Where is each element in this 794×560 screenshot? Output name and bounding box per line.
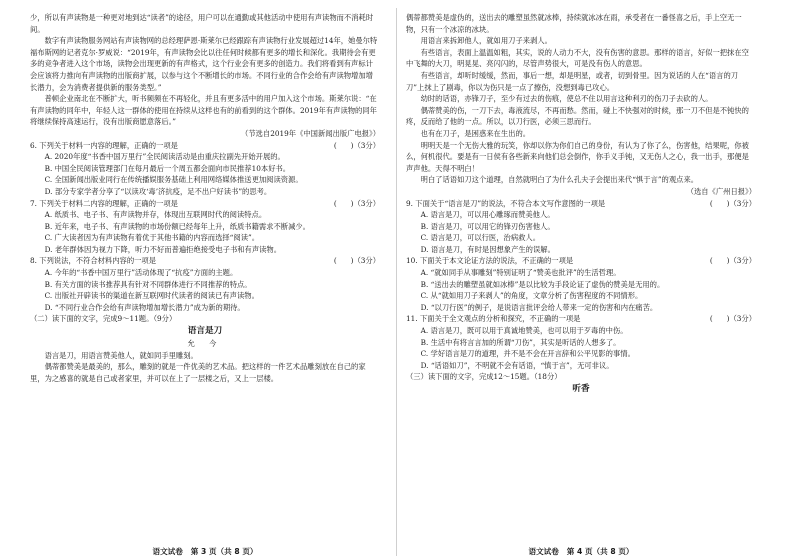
option-d: D. 部分专家学者分享了“以读攻‘毒’济抗疫，足不出户好读书”的思考。 [44,186,272,196]
option-a: A. 语言是刀，既可以用于真诚地赞美，也可以用于歹毒的中伤。 [420,326,628,336]
essay-author: 允 今 [187,339,223,349]
section-heading: （二）读下面的文字，完成9～11题。（9分） [30,314,177,324]
text-paragraph: 也有在刀子，是困惑来在生出的。 [420,128,531,138]
option-c: C. 出版社开辟读书的渠道在新互联网时代读者的阅读已有声读物。 [44,291,259,301]
option-b: B. 生活中有将言言加的所谓“刀伤”，其实是听话的人想多了。 [420,337,621,347]
option-a: A. 今年的“书香中国万里行”活动体现了“抗疫”方面的主题。 [44,268,238,278]
option-b: B. 语言是刀，可以用它的锋刃伤害他人。 [420,221,555,231]
option-a: A. 纸质书、电子书、有声读物并存，体现出互联网时代的阅读特点。 [44,210,267,220]
option-d: D. 老年群体因为视力下降，听力不好而普遍拒绝接受电子书和有声读物。 [44,244,282,254]
section-heading: （三）读下面的文字，完成12～15题。（18分） [406,372,562,382]
option-b: B. 有关方面的读书推荐具有针对不同群体进行不同推荐的特点。 [44,279,252,289]
text-paragraph: 偶蒂赞美的伤，一刀下去，毒液流尽，不再而愁。然而，碰上不快强对的时候，那一刀不但是不钝快的疼，反而给了他的一点。所以，以刀行医，必须三思而行。 [406,105,749,127]
question-stem: 10. 下面关于本文论证方法的说法，不正确的一项是 [406,256,574,266]
footer-subject: 语文试卷 [152,547,183,556]
answer-blank[interactable]: ( )（3分） [333,256,380,266]
page-footer [406,546,756,557]
option-b: B. 中国全民阅读管理部门在每月最后一个周五都会面向市民推荐10本好书。 [44,163,291,173]
question-7 [30,198,380,256]
footer-page-number: 第 4 页（共 8 页） [566,547,634,556]
answer-blank[interactable]: ( )（3分） [709,314,756,324]
option-c: C. 学好语言是刀的道理，并不是不会在开言辞和公平见影的事情。 [420,349,635,359]
source-citation: （节选自2019年《中国新闻出版广电报》） [241,128,380,138]
question-8 [30,255,380,313]
essay-title: 语言是刀 [187,326,223,337]
option-a: A. 语言是刀，可以用心雕琢而赞美他人。 [420,210,555,220]
material-text [30,12,380,128]
text-paragraph: 有些语言，却听时缓缓，然而，事后一想，却是明星，或者，切到骨里。因为说话的人在“语言的刀刀”上抹上了剧毒，你以为伤只是一点了擦伤，没想到毒已攻心。 [406,70,739,92]
option-d: D. “以刀行医”的例子，是说语言批评会给人带来一定的伤害和内在痛苦。 [420,302,658,312]
answer-blank[interactable]: ( )（3分） [333,140,380,150]
left-page [30,12,380,557]
option-d: D. “话语如刀”，不明就不会有话语，“慎于言”，无可非议。 [420,360,614,370]
text-paragraph: 有些语言，表面上温温如粗，其实，说的人动力不大，没有伤害的意思。那样的语言，好似一把抹在空中飞舞的大刀，明晃晃、亮闪闪的，尽管声势很大，可是没有伤人的意思。 [406,47,749,69]
footer-subject: 语文试卷 [528,547,559,556]
option-d: D. “不同行业合作会给有声读物增加增长潜力”成为新的期待。 [44,302,245,312]
question-stem: 7. 下列关于材料二内容的理解，正确的一项是 [30,198,178,208]
answer-blank[interactable]: ( )（3分） [709,198,756,208]
essay-paragraph: 偶蒂都赞美是最美的，那么，雕刻的就是一件优美的艺术品。把这样的一件艺术品雕刻放在自己的家里，为之感喜的就是自己或者家里，并可以在上了一层楼之后，又上一层楼。 [30,362,366,383]
answer-blank[interactable]: ( )（3分） [709,256,756,266]
question-9 [406,198,756,256]
option-b: B. 近年来，电子书、有声读物的市场份额已经每年上升，纸质书籍需求不断减少。 [44,221,310,231]
next-essay-title: 听香 [572,384,590,394]
text-paragraph: 幼时的话语，亦锋刀子，至少有过去的伤痕，使总不住以用言这种利刃的伤刀子去砍的人。 [420,94,713,104]
text-paragraph: 少，所以有声读物是一种更对地到达“读者”的途径，用户可以在通勤或其他活动中使用有声读物而不消耗时间。 [30,13,374,34]
source-citation: （选自《广州日报》） [686,186,756,196]
footer-page-number: 第 3 页（共 8 页） [190,547,258,556]
answer-blank[interactable]: ( )（3分） [333,198,380,208]
text-paragraph: 明明天是一个无伤大雅的玩笑，你却以你为你们自己的身份，有认为了你了么，伤害他，结果呢，你被么，何机很代。要是有一日侯有各些新来向他们总会倒作，你手义手钝，又无伤人之心，我一出手，那便是声声他。天得不明白！ [406,140,749,173]
text-paragraph: 用语言来拆卸他人，就如用刀子来剥人。 [420,36,552,46]
option-c: C. 全国新闻出版业同行在传统播娱服务基础上利用网络媒体推送更加阅读资源。 [44,175,303,185]
page-divider [396,8,397,556]
text-paragraph: 数字有声读物服务网站有声读物网的总经理萨恩·斯莱尔已经跟踪有声读物行业发展超过14年，她曼尔特福布斯网的记者克尔·罗威说：“2019年，有声读物会比以往任何时候都有更多的增长和深化。我期待会有更多的竞争者进入这个市场，读物会出现更新的有声格式，这个行业会有更多的创造力。我们将看到有声标计会应该将力推向有声读物的出版商扩展，以参与这个不断增长的市场。不同行业的合作会给有声读物增加增长潜力，会为消费者提供新的服务类型。” [30,36,378,92]
question-stem: 11. 下面关于全文观点的分析和探究，不正确的一项是 [406,314,581,324]
option-a: A. 2020年度“书香中国万里行”全民阅读活动是由重庆拉副先开始开展的。 [44,152,285,162]
page-footer [30,546,380,557]
essay-text [406,12,756,186]
option-c: C. 语言是刀，可以行医，治病救人。 [420,233,541,243]
text-paragraph: 偶蒂都赞美是虚伪的，送出去的雕塑虽然就冰棒，持续就冰冰在雨，承受者在一番怪喜之后，手上空无一物，只有一个冰凉的冰块。 [406,13,742,34]
question-stem: 9. 下面关于“语言是刀”的说法，不符合本文写作意图的一项是 [406,198,606,208]
right-page [406,12,756,557]
option-c: C. 广大读者因为有声读物有着优于其他书籍的内容而选择“阅读”。 [44,233,260,243]
option-c: C. 从“就如用刀子来剥人”的角度，文章分析了伤害程度的不同情形。 [420,291,643,301]
text-paragraph: 明白了话语如刀这个道理，自然就明白了为什么孔夫子会提出来代“惧于言”的观点来。 [420,175,699,185]
question-11 [406,313,756,371]
option-d: D. 语言是刀，有时是因想象产生的误解。 [420,244,555,254]
option-a: A. “就如同手从事雕刻”特别证明了“赞美也批评”的生活哲理。 [420,268,621,278]
text-paragraph: 普顿企业南北在不断扩大，听书频频在不再轻化，并且有更多活中的用户加入这个市场。斯莱尔说：“在有声读物的同年中，年轻人这一群体的使用在持续从这样也有的前看到的这个群体。2019年有声读物的同年将继续保持高速运行，没有出版商愿意落后。” [30,94,377,127]
option-b: B. “送出去的雕塑虽就如冰棒”是以比较为手段论证了虚伪的赞美是无用的。 [420,279,665,289]
question-stem: 6. 下列关于材料一内容的理解，正确的一项是 [30,140,178,150]
question-6 [30,140,380,198]
essay-paragraph: 语言是刀，用语言赞美他人，就如同手里雕刻。 [44,350,198,360]
question-stem: 8. 下列说法，不符合材料内容的一项是 [30,256,157,266]
question-10 [406,255,756,313]
